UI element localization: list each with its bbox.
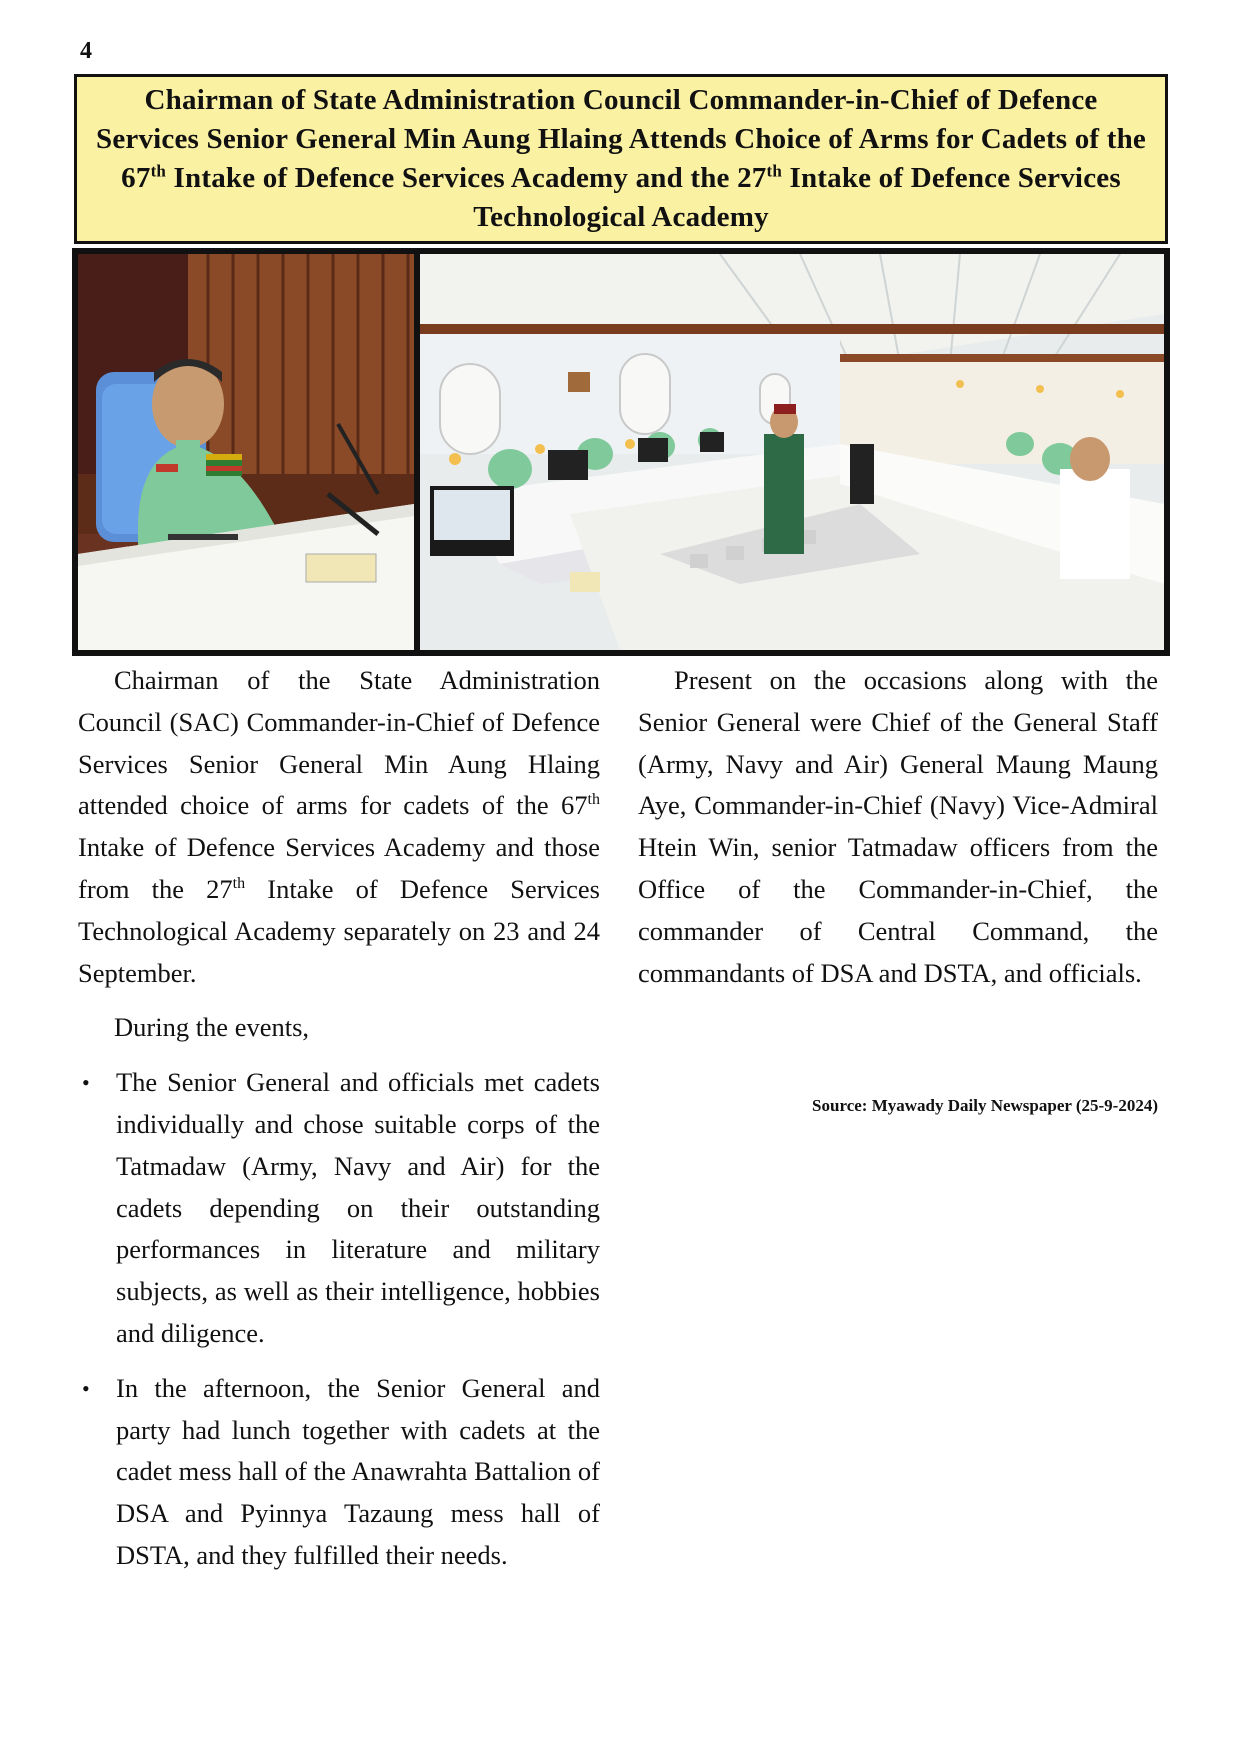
intro-text-c: Intake of Defence Services Technological Academy separately on 23 and 24 September. [78, 873, 600, 988]
page-number: 4 [80, 38, 92, 64]
photo-frame [72, 248, 1170, 656]
list-item [78, 1368, 600, 1577]
bullet-text: The Senior General and officials met cadets individually and chose suitable corps of the Tatmadaw (Army, Navy and Air) for the cadets depending on their outstanding performances in literature and military subjects, as well as their intelligence, hobbies and diligence. [116, 1067, 600, 1348]
intro-sup-2: th [232, 875, 246, 893]
intro-paragraph [78, 660, 600, 994]
headline [91, 81, 1151, 237]
photo-hall-image [420, 254, 1164, 650]
photo-senior-general-image [78, 254, 414, 650]
intro-text-a: Chairman of the State Administration Council (SAC) Commander-in-Chief of Defence Services Senior General Min Aung Hlaing attended choice of arms for cadets of the 67 [78, 665, 600, 821]
headline-sup-1: th [150, 161, 167, 181]
intro-sup-1: th [587, 791, 600, 809]
headline-part-3: Intake of Defence Services Technological Academy [473, 162, 1121, 233]
attendees-paragraph: Present on the occasions along with the Senior General were Chief of the General Staff (Army, Navy and Air) General Maung Maung Aye, Commander-in-Chief (Navy) Vice-Admiral Htein Win, senior Tatmadaw officers from the Office of the Commander-in-Chief, the commander of Central Command, the commandants of DSA and DSTA, and officials. [638, 665, 1158, 988]
intro-text-b: Intake of Defence Services Academy and those from the 27 [78, 832, 600, 904]
headline-box [74, 74, 1168, 244]
headline-part-1: Chairman of State Administration Council Commander-in-Chief of Defence Services Senior General Min Aung Hlaing Attends Choice of Arms for Cadets of the 67 [95, 84, 1147, 194]
headline-sup-2: th [766, 161, 783, 181]
bullet-text: In the afternoon, the Senior General and party had lunch together with cadets at the cadet mess hall of the Anawrahta Battalion of DSA and Pyinnya Tazaung mess hall of DSTA, and they fulfilled their needs. [116, 1372, 600, 1570]
headline-part-2: Intake of Defence Services Academy and the 27 [166, 162, 767, 194]
bullet-marker: • [82, 1375, 90, 1401]
body-column-left [78, 660, 600, 1590]
photo-hall [420, 254, 1164, 650]
bullet-marker: • [82, 1070, 90, 1096]
body-column-right [638, 660, 1158, 994]
event-bullet-list [78, 1062, 600, 1577]
list-item [78, 1062, 600, 1355]
events-paragraph: During the events, [114, 1012, 310, 1043]
photo-senior-general [78, 254, 414, 650]
source-credit: Source: Myawady Daily Newspaper (25-9-2024) [812, 1096, 1158, 1115]
